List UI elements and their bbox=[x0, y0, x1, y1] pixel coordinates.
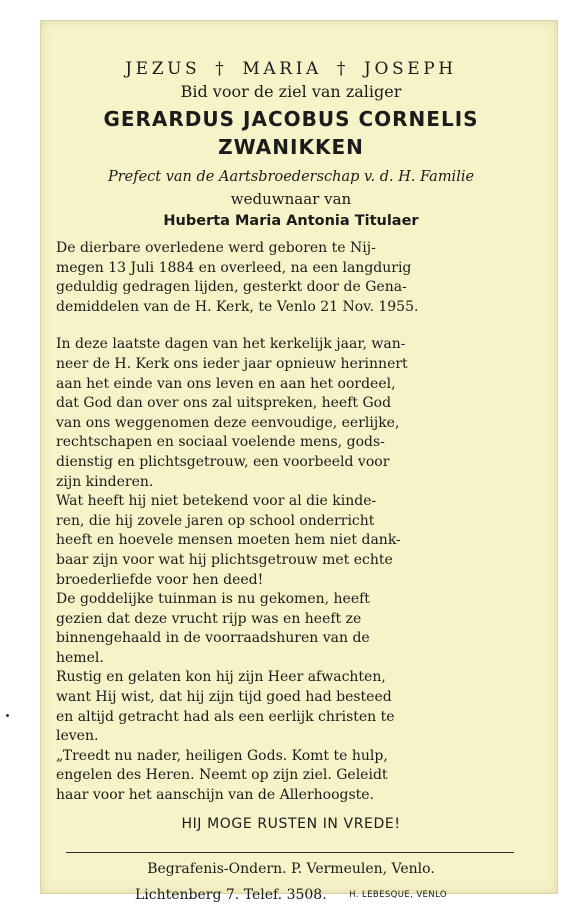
cross-icon: † bbox=[215, 59, 228, 79]
paragraph-line: De goddelijke tuinman is nu gekomen, heeft bbox=[56, 591, 370, 608]
paragraph-line: want Hij wist, dat hij zijn tijd goed had besteed bbox=[56, 689, 392, 706]
printer-credit: H. LEBESQUE, VENLO bbox=[349, 889, 448, 900]
header-invocation bbox=[56, 58, 526, 80]
paragraph-line: leven. bbox=[56, 728, 99, 745]
spouse-name: Huberta Maria Antonia Titulaer bbox=[163, 213, 419, 229]
paragraph-line: neer de H. Kerk ons ieder jaar opnieuw herinnert bbox=[56, 355, 408, 372]
paragraph-line: „Treedt nu nader, heiligen Gods. Komt te hulp, bbox=[56, 747, 388, 764]
funeral-address bbox=[56, 885, 526, 905]
widower-of: weduwnaar van bbox=[230, 190, 352, 208]
closing-line: HIJ MOGE RUSTEN IN VREDE! bbox=[181, 815, 401, 832]
paragraph-line: Wat heeft hij niet betekend voor al die kinde- bbox=[56, 493, 377, 510]
paragraph-line: gezien dat deze vrucht rijp was en heeft ze bbox=[56, 610, 362, 627]
paragraph-line: dienstig en plichtsgetrouw, een voorbeeld voor bbox=[56, 453, 390, 470]
header-jesus: JEZUS bbox=[125, 59, 201, 79]
cross-icon: † bbox=[336, 59, 350, 79]
paragraph-line: De dierbare overledene werd geboren te Nij- bbox=[56, 240, 376, 256]
paragraph-line: engelen des Heren. Neemt op zijn ziel. Geleidt bbox=[56, 767, 388, 784]
paragraph-line: broederliefde voor hen deed! bbox=[56, 571, 264, 588]
body-paragraph bbox=[56, 335, 526, 805]
paragraph-line: aan het einde van ons leven en aan het oordeel, bbox=[56, 375, 396, 392]
paragraph-line: geduldig gedragen lijden, gesterkt door de Gena- bbox=[56, 279, 407, 296]
paragraph-line: haar voor het aanschijn van de Allerhoogste. bbox=[56, 787, 375, 804]
header-joseph: JOSEPH bbox=[364, 59, 457, 79]
margin-speck bbox=[6, 714, 9, 717]
prayer-line: Bid voor de ziel van zaliger bbox=[180, 82, 402, 101]
deceased-given-names: GERARDUS JACOBUS CORNELIS bbox=[103, 107, 479, 131]
paragraph-line: binnengehaald in de voorraadshuren van de bbox=[56, 630, 370, 647]
divider-line bbox=[66, 852, 514, 853]
paragraph-line: demiddelen van de H. Kerk, te Venlo 21 Nov. 1955. bbox=[56, 298, 419, 315]
paragraph-line: en altijd getracht had als een eerlijk christen te bbox=[56, 708, 395, 725]
card-content bbox=[56, 58, 526, 905]
paragraph-line: rechtschapen en sociaal voelende mens, gods- bbox=[56, 434, 385, 451]
paragraph-line: baar zijn voor wat hij plichtsgetrouw met echte bbox=[56, 551, 393, 568]
paragraph-line: In deze laatste dagen van het kerkelijk jaar, wan- bbox=[56, 336, 406, 353]
paragraph-line: zijn kinderen. bbox=[56, 473, 154, 490]
birth-death-paragraph bbox=[56, 239, 526, 317]
paragraph-line: van ons weggenomen deze eenvoudige, eerlijke, bbox=[56, 414, 400, 431]
paragraph-line: ren, die hij zovele jaren op school onderricht bbox=[56, 512, 375, 529]
paragraph-line: Rustig en gelaten kon hij zijn Heer afwachten, bbox=[56, 669, 386, 686]
deceased-surname: ZWANIKKEN bbox=[218, 135, 364, 159]
paragraph-line: heeft en hoevele mensen moeten hem niet dank- bbox=[56, 532, 401, 549]
paragraph-line: dat God dan over ons zal uitspreken, heeft God bbox=[56, 395, 392, 412]
deceased-title: Prefect van de Aartsbroederschap v. d. H. Familie bbox=[107, 169, 475, 185]
paragraph-line: megen 13 Juli 1884 en overleed, na een langdurig bbox=[56, 259, 412, 276]
funeral-director: Begrafenis-Ondern. P. Vermeulen, Venlo. bbox=[147, 860, 435, 877]
header-maria: MARIA bbox=[242, 59, 322, 79]
address-phone: Lichtenberg 7. Telef. 3508. bbox=[134, 886, 327, 903]
paragraph-line: hemel. bbox=[56, 649, 104, 666]
